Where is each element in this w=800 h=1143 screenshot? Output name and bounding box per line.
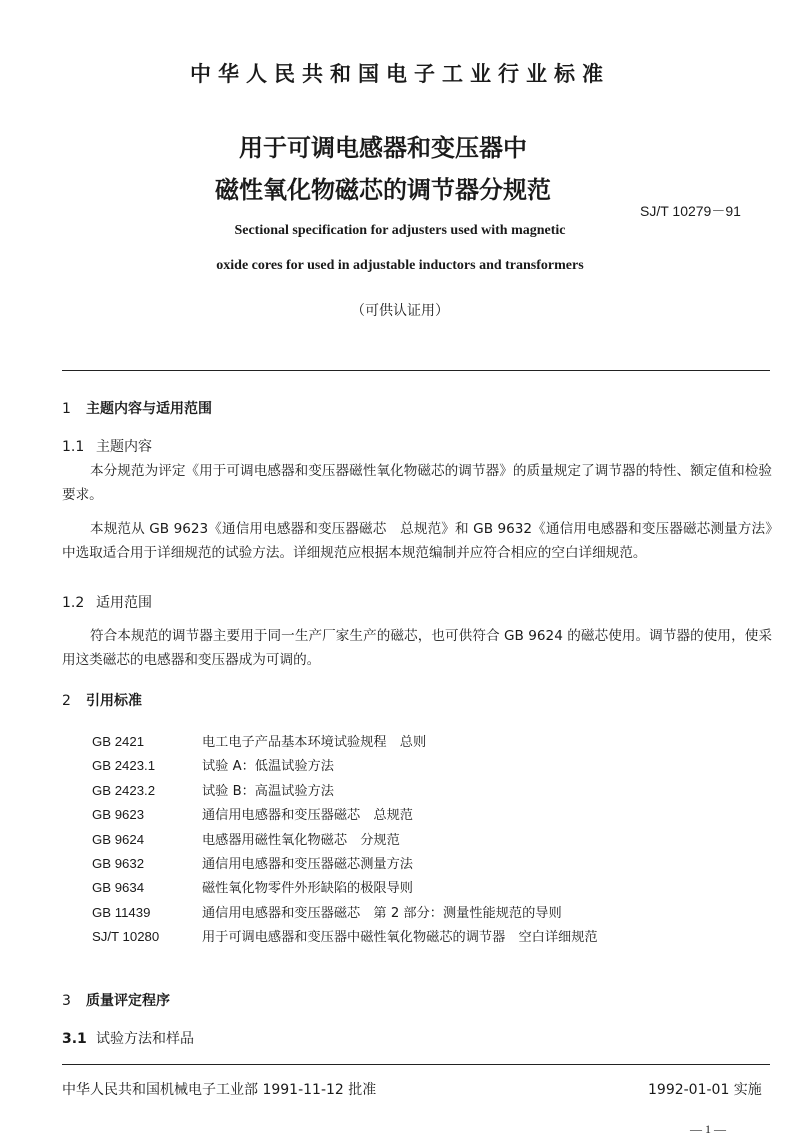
reference-title: 通信用电感器和变压器磁芯 总规范 (202, 808, 413, 824)
reference-item (92, 925, 598, 949)
reference-title: 通信用电感器和变压器磁芯 第 2 部分：测量性能规范的导则 (202, 905, 562, 921)
reference-item (92, 730, 598, 754)
english-title-line-1: Sectional specification for adjusters used with magnetic (234, 223, 566, 238)
section-title: 试验方法和样品 (96, 1031, 194, 1047)
approval-statement: 中华人民共和国机械电子工业部 1991-11-12 批准 (62, 1082, 377, 1098)
reference-code: GB 11439 (92, 904, 151, 920)
implementation-date: 1992-01-01 实施 (648, 1082, 762, 1098)
section-number: 2 (62, 693, 71, 709)
reference-code: GB 9623 (92, 807, 145, 823)
reference-title: 电工电子产品基本环境试验规程 总则 (202, 735, 427, 750)
reference-title: 电感器用磁性氧化物磁芯 分规范 (202, 832, 400, 848)
reference-code: GB 2421 (92, 734, 145, 749)
certification-note: （可供认证用） (351, 303, 449, 319)
document-title-line-1: 用于可调电感器和变压器中 (239, 134, 527, 162)
reference-title: 磁性氧化物零件外形缺陷的极限导则 (202, 881, 413, 897)
reference-item (92, 754, 598, 778)
issuing-body-header: 中华人民共和国电子工业行业标准 (190, 62, 610, 86)
reference-title: 用于可调电感器和变压器中磁性氧化物磁芯的调节器 空白详细规范 (202, 930, 598, 946)
reference-item (92, 779, 598, 803)
reference-item (92, 803, 598, 827)
section-title: 适用范围 (96, 595, 152, 611)
section-2-heading (62, 690, 142, 710)
paragraph-1-1-a: 本分规范为评定《用于可调电感器和变压器磁性氧化物磁芯的调节器》的质量规定了调节器的特性、额定值和检验要求。 (62, 463, 772, 503)
page-number: — 1 — (690, 1122, 726, 1136)
reference-list (92, 730, 598, 950)
section-title: 引用标准 (86, 693, 142, 709)
paragraph-1-1-b: 本规范从 GB 9623《通信用电感器和变压器磁芯 总规范》和 GB 9632《通信用电感器和变压器磁芯测量方法》中选取适合用于详细规范的试验方法。详细规范应根据本规范编制并应符合相应的空白详细规范。 (62, 521, 772, 561)
english-title-line-2: oxide cores for used in adjustable inductors and transformers (216, 258, 584, 273)
section-1-heading (62, 398, 212, 418)
document-title-line-2: 磁性氧化物磁芯的调节器分规范 (215, 176, 551, 204)
section-1-1-heading (62, 436, 152, 456)
reference-code: GB 2423.1 (92, 758, 156, 774)
reference-item (92, 828, 598, 852)
reference-code: GB 9624 (92, 831, 145, 847)
reference-title: 通信用电感器和变压器磁芯测量方法 (202, 856, 413, 872)
section-number: 1 (62, 401, 71, 417)
header-divider (62, 370, 770, 371)
reference-code: SJ/T 10280 (92, 929, 160, 945)
section-title: 主题内容 (96, 439, 152, 455)
footer-divider (62, 1064, 770, 1065)
reference-title: 试验 A：低温试验方法 (202, 759, 334, 775)
standard-number: SJ/T 10279－91 (640, 203, 741, 219)
section-1-2-heading (62, 592, 152, 612)
section-title: 质量评定程序 (86, 993, 170, 1009)
paragraph-1-2: 符合本规范的调节器主要用于同一生产厂家生产的磁芯，也可供符合 GB 9624 的磁芯使用。调节器的使用，使采用这类磁芯的电感器和变压器成为可调的。 (62, 628, 772, 668)
section-3-1-heading (62, 1028, 194, 1048)
section-number: 3.1 (62, 1031, 87, 1047)
reference-title: 试验 B：高温试验方法 (202, 783, 334, 799)
reference-item (92, 901, 598, 925)
reference-item (92, 876, 598, 900)
section-3-heading (62, 990, 170, 1010)
reference-code: GB 9634 (92, 880, 145, 896)
section-number: 1.2 (62, 595, 85, 611)
reference-code: GB 2423.2 (92, 782, 156, 798)
reference-code: GB 9632 (92, 855, 145, 871)
section-number: 1.1 (62, 439, 85, 455)
section-title: 主题内容与适用范围 (86, 401, 212, 417)
reference-item (92, 852, 598, 876)
section-number: 3 (62, 993, 71, 1009)
